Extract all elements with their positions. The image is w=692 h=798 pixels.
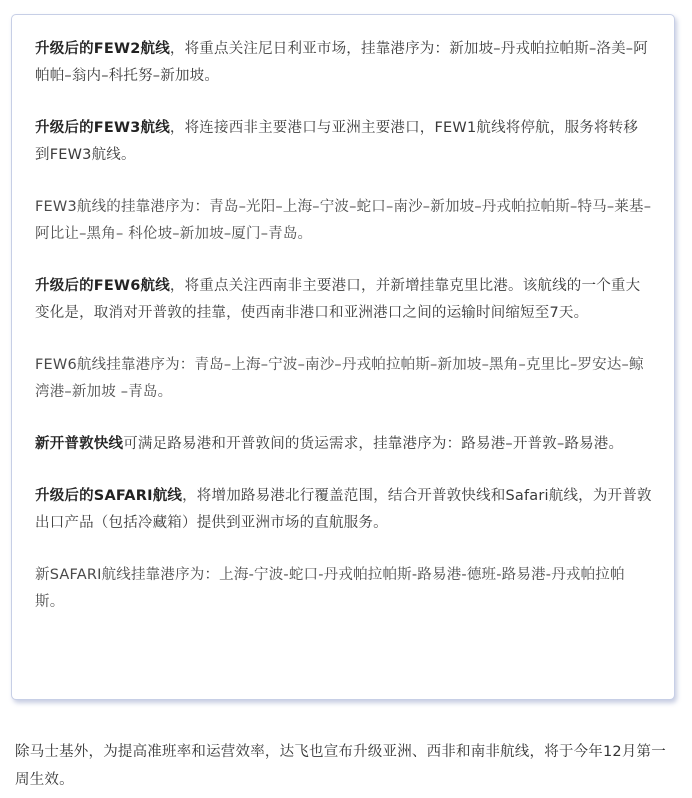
few6-paragraph: [35, 273, 652, 327]
few6-heading: 升级后的FEW6航线: [35, 278, 170, 294]
route-info-card: [11, 14, 675, 700]
few6-rotation-paragraph: [35, 352, 652, 406]
few3-rotation-paragraph: [35, 194, 652, 248]
few6-rotation-text: FEW6航线挂靠港序为：青岛–上海–宁波–南沙–丹戎帕拉帕斯–新加坡–黑角–克里比–罗安达–鲸湾港–新加坡 –青岛。: [35, 357, 644, 400]
footer-paragraph: 除马士基外，为提高准班率和运营效率，达飞也宣布升级亚洲、西非和南非航线，将于今年12月第一周生效。: [15, 744, 666, 788]
safari-text: ，将增加路易港北行覆盖范围，结合开普敦快线和Safari航线，为开普敦出口产品（包括冷藏箱）提供到亚洲市场的直航服务。: [35, 488, 652, 531]
safari-paragraph: [35, 483, 652, 537]
few2-paragraph: [35, 36, 652, 90]
cape-town-express-heading: 新开普敦快线: [35, 436, 124, 452]
few3-heading: 升级后的FEW3航线: [35, 120, 170, 136]
safari-rotation-text: 新SAFARI航线挂靠港序为：上海-宁波-蛇口-丹戎帕拉帕斯-路易港-德班-路易港-丹戎帕拉帕斯。: [35, 567, 625, 610]
few3-paragraph: [35, 115, 652, 169]
cape-town-express-text: 可满足路易港和开普敦间的货运需求，挂靠港序为：路易港–开普敦–路易港。: [123, 436, 624, 452]
few2-text: ，将重点关注尼日利亚市场，挂靠港序为：新加坡–丹戎帕拉帕斯–洛美–阿帕帕–翁内–科托努–新加坡。: [35, 41, 648, 84]
few3-rotation-text: FEW3航线的挂靠港序为：青岛–光阳–上海–宁波–蛇口–南沙–新加坡–丹戎帕拉帕斯–特马–莱基–阿比让–黑角– 科伦坡–新加坡–厦门–青岛。: [35, 199, 652, 242]
few3-text: ，将连接西非主要港口与亚洲主要港口，FEW1航线将停航，服务将转移到FEW3航线。: [35, 120, 639, 163]
few6-text: ，将重点关注西南非主要港口，并新增挂靠克里比港。该航线的一个重大变化是，取消对开普敦的挂靠，使西南非港口和亚洲港口之间的运输时间缩短至7天。: [35, 278, 641, 321]
safari-rotation-paragraph: [35, 562, 652, 616]
cape-town-express-paragraph: [35, 431, 652, 458]
few2-heading: 升级后的FEW2航线: [35, 41, 170, 57]
safari-heading: 升级后的SAFARI航线: [35, 488, 183, 504]
